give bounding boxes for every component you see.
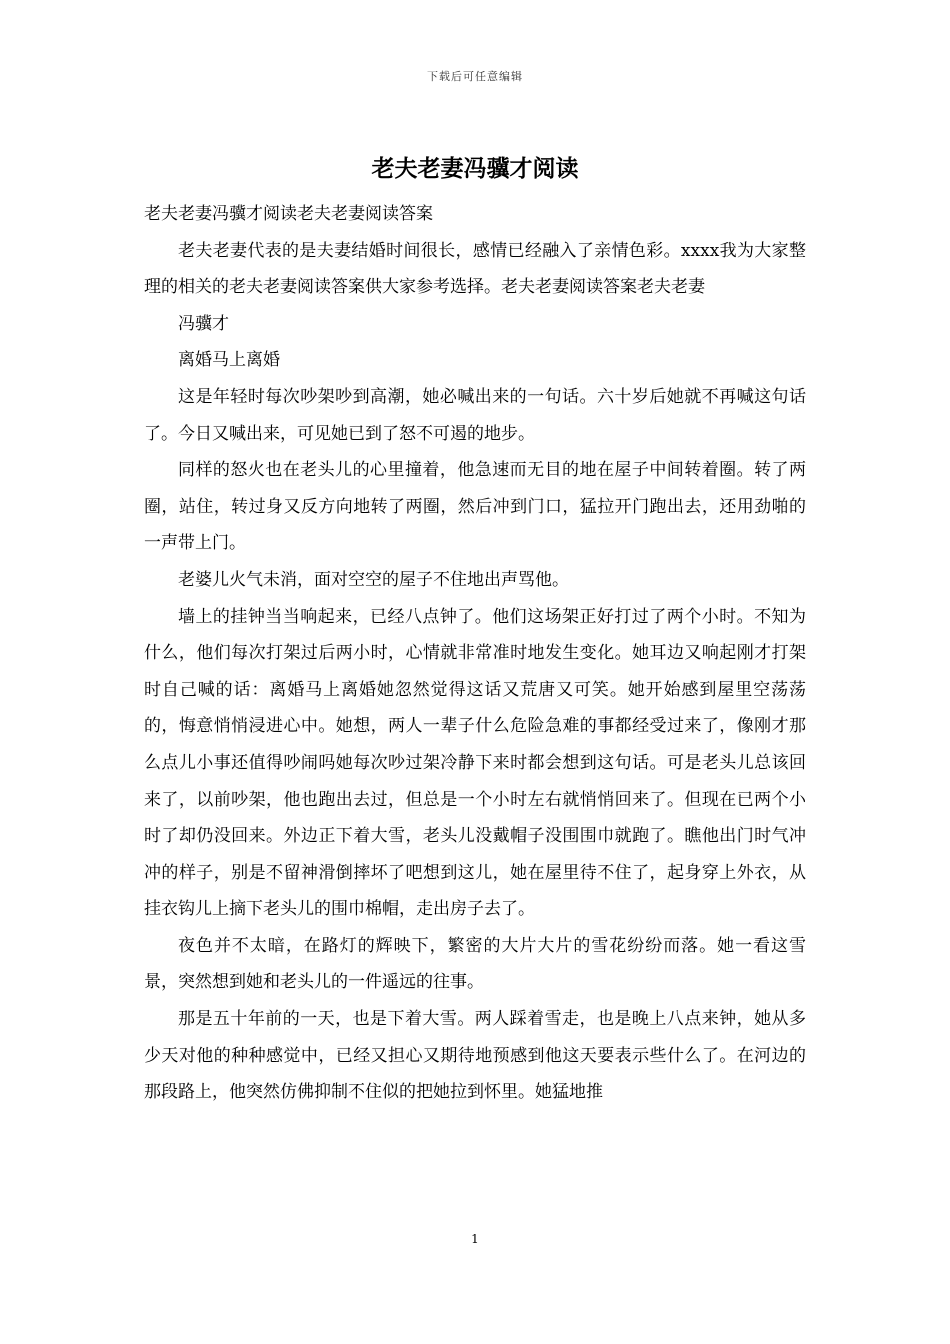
paragraph: 离婚马上离婚 <box>178 350 280 371</box>
paragraph: 这是年轻时每次吵架吵到高潮，她必喊出来的一句话。六十岁后她就不再喊这句话了。今日又喊出来，可见她已到了怒不可遏的地步。 <box>144 386 806 444</box>
paragraph-author: 冯骥才 <box>178 313 229 334</box>
page-title: 老夫老妻冯骥才阅读 <box>371 155 579 182</box>
paragraph: 那是五十年前的一天，也是下着大雪。两人踩着雪走，也是晚上八点来钟，她从多少天对他的种种感觉中，已经又担心又期待地预感到他这天要表示些什么了。在河边的那段路上，他突然仿佛抑制不住似的把她拉到怀里。她猛地推 <box>144 1009 806 1103</box>
paragraph: 同样的怒火也在老头儿的心里撞着，他急速而无目的地在屋子中间转着圈。转了两圈，站住，转过身又反方向地转了两圈，然后冲到门口，猛拉开门跑出去，还用劲啪的一声带上门。 <box>144 460 806 554</box>
paragraph: 墙上的挂钟当当响起来，已经八点钟了。他们这场架正好打过了两个小时。不知为什么，他们每次打架过后两小时，心情就非常准时地发生变化。她耳边又响起刚才打架时自己喊的话：离婚马上离婚她忽然觉得这话又荒唐又可笑。她开始感到屋里空荡荡的，悔意悄悄浸进心中。她想，两人一辈子什么危险急难的事都经受过来了，像刚才那么点儿小事还值得吵闹吗她每次吵过架冷静下来时都会想到这句话。可是老头儿总该回来了，以前吵架，他也跑出去过，但总是一个小时左右就悄悄回来了。但现在已两个小时了却仍没回来。外边正下着大雪，老头儿没戴帽子没围围巾就跑了。瞧他出门时气冲冲的样子，别是不留神滑倒摔坏了吧想到这儿，她在屋里待不住了，起身穿上外衣，从挂衣钩儿上摘下老头儿的围巾棉帽，走出房子去了。 <box>144 606 806 920</box>
header-note: 下载后可任意编辑 <box>427 70 523 83</box>
document-body <box>144 196 806 1111</box>
document-subtitle: 老夫老妻冯骥才阅读老夫老妻阅读答案 <box>144 204 433 224</box>
paragraph: 夜色并不太暗，在路灯的辉映下，繁密的大片大片的雪花纷纷而落。她一看这雪景，突然想到她和老头儿的一件遥远的往事。 <box>144 935 806 993</box>
paragraph: 老婆儿火气未消，面对空空的屋子不住地出声骂他。 <box>178 569 569 590</box>
paragraph: 老夫老妻代表的是夫妻结婚时间很长，感情已经融入了亲情色彩。xxxx我为大家整理的相关的老夫老妻阅读答案供大家参考选择。老夫老妻阅读答案老夫老妻 <box>144 240 806 298</box>
page-number: 1 <box>471 1232 479 1246</box>
